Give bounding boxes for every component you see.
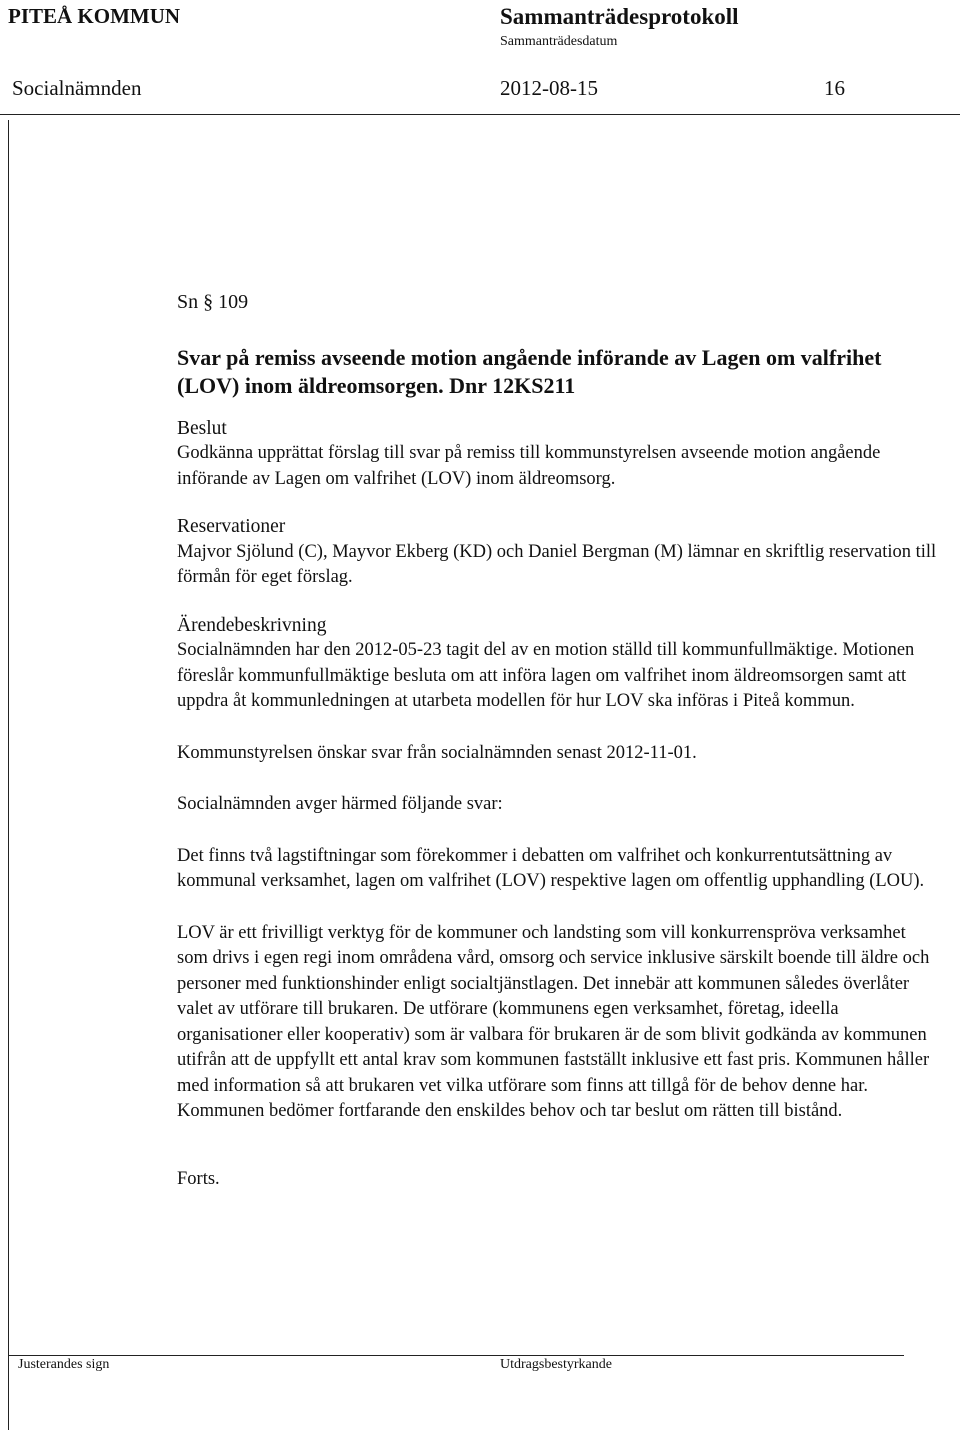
beslut-heading: Beslut (177, 417, 227, 439)
arende-text: Socialnämnden har den 2012-05-23 tagit del av en motion ställd till kommunfullmäktige. Motionen föreslår kommunfullmäktige besluta om att införa lagen om valfrihet inom äldreomsorgen samt att uppdra åt kommunledningen at utarbeta modellen för hur LOV ska införas i Piteå kommun. (177, 640, 915, 711)
footer-divider (8, 1355, 904, 1356)
meeting-date: 2012-08-15 (500, 76, 598, 100)
document-title: Svar på remiss avseende motion angående införande av Lagen om valfrihet (LOV) inom äldreomsorgen. Dnr 12KS211 (177, 344, 882, 398)
svar-paragraph-1: Det finns två lagstiftningar som förekommer i debatten om valfrihet och konkurrentutsättning av kommunal verksamhet, lagen om valfrihet (LOV) respektive lagen om offentlig upphandling (LOU). (177, 845, 925, 891)
continued-note: Forts. (177, 1168, 220, 1189)
justerandes-sign-label: Justerandes sign (18, 1357, 110, 1372)
beslut-text: Godkänna upprättat förslag till svar på remiss till kommunstyrelsen avseende motion angående införande av Lagen om valfrihet (LOV) inom äldreomsorg. (177, 443, 881, 489)
date-label: Sammanträdesdatum (500, 34, 618, 49)
organization-name: PITEÅ KOMMUN (8, 4, 181, 28)
reservationer-text: Majvor Sjölund (C), Mayvor Ekberg (KD) och Daniel Bergman (M) lämnar en skriftlig reservation till förmån för eget förslag. (177, 541, 937, 587)
committee-name: Socialnämnden (12, 76, 142, 100)
margin-line (8, 120, 9, 1430)
document-type: Sammanträdesprotokoll (500, 4, 739, 29)
page-number: 16 (824, 76, 845, 100)
paragraph-number: Sn § 109 (177, 291, 249, 313)
svar-paragraph-2: LOV är ett frivilligt verktyg för de kommuner och landsting som vill konkurrenspröva verksamhet som drivs i egen regi inom områdena vård, omsorg och service inklusive särskilt boende till äldre och personer med funktionshinder enligt socialtjänstlagen. Det innebär att kommunen således överlåter valet av utförare till brukaren. De utförare (kommunens egen verksamhet, företag, ideella organisationer eller kooperativ) som är valbara för brukaren är de som blivit godkända av kommunen utifrån att de uppfyllt ett antal krav som kommunen fastställt inklusive ett fast pris. Kommunen håller med information så att brukaren vet vilka utförare som finns att tillgå för de behov denne har. Kommunen bedömer fortfarande den enskildes behov och tar beslut om rätten till bistånd. (177, 922, 930, 1121)
reservationer-heading: Reservationer (177, 516, 286, 537)
ks-text: Kommunstyrelsen önskar svar från socialnämnden senast 2012-11-01. (177, 742, 697, 763)
document-body (177, 290, 937, 1192)
utdragsbestyrkande-label: Utdragsbestyrkande (500, 1357, 612, 1372)
header-divider (0, 114, 960, 115)
arende-heading: Ärendebeskrivning (177, 614, 327, 636)
svar-intro: Socialnämnden avger härmed följande svar: (177, 794, 503, 814)
